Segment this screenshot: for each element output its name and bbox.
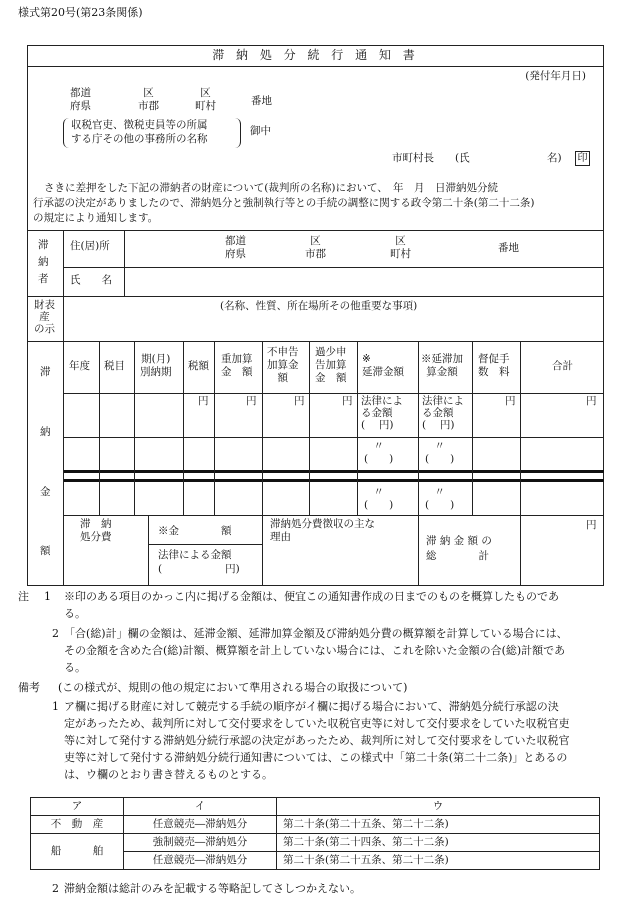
ditto-enka-1: 〃 ( ) bbox=[425, 440, 455, 465]
body-line1: さきに差押をした下記の滞納者の財産について(裁判所の名称)において、 年 月 日滞納処分続 bbox=[44, 182, 499, 194]
table-header-row bbox=[31, 798, 600, 816]
biko1-line4: 吏等に対して発付する滞納処分続行通知書については、この様式中「第二十条(第二十二条)」とあるの bbox=[64, 751, 568, 764]
col-kasho: 過少申 告加算 金 額 bbox=[315, 346, 347, 385]
onchu: 御中 bbox=[250, 125, 271, 137]
yen-zeigaku: 円 bbox=[198, 395, 209, 407]
col-kinoki: 期(月) 別納期 bbox=[140, 353, 172, 379]
amount-label-4: 額 bbox=[40, 545, 51, 557]
table-head-u: ウ bbox=[277, 798, 600, 816]
table-head-i: イ bbox=[124, 798, 277, 816]
shobunhi-label: 滞 納 処分費 bbox=[80, 518, 112, 544]
kome-kingaku: ※金 額 bbox=[158, 525, 232, 537]
col-gokei: 合計 bbox=[552, 360, 573, 372]
body-line3: の規定により通知します。 bbox=[33, 212, 159, 224]
table-head-a: ア bbox=[31, 798, 124, 816]
col-zeigaku: 税額 bbox=[188, 360, 209, 372]
biko2-text: 滞納金額は総計のみを記載する等略記してさしつかえない。 bbox=[64, 882, 361, 895]
note2-line1: 「合(総)計」欄の金額は、延滞金額、延滞加算金額及び滞納処分費の概算額を計算している場合には、 bbox=[64, 627, 568, 640]
note2-line2: その金額を含めた合(総)計額、概算額を計上していない場合には、これを除いた金額の合(総)計額であ bbox=[64, 644, 566, 657]
seal-stamp: 印 bbox=[575, 151, 590, 166]
note2-number: 2 bbox=[52, 627, 59, 640]
property-label: 財表 産 の示 bbox=[34, 299, 55, 335]
table-cell: 船 舶 bbox=[31, 834, 124, 870]
yen-juka: 円 bbox=[246, 395, 257, 407]
ditto-entai-2: 〃 ( ) bbox=[364, 486, 394, 511]
amount-label-1: 滞 bbox=[40, 366, 51, 378]
ditto-enka-2: 〃 ( ) bbox=[425, 486, 455, 511]
table-cell: 任意競売―滞納処分 bbox=[124, 816, 277, 834]
biko1-line5: は、ウ欄のとおり書き替えるものとする。 bbox=[64, 768, 273, 781]
table-cell: 第二十条(第二十四条、第二十二条) bbox=[277, 834, 600, 852]
note-chu: 注 bbox=[18, 590, 29, 603]
addr-banchi: 番地 bbox=[251, 95, 272, 107]
enka-houritsu: 法律によ る金額 ( 円) bbox=[422, 395, 464, 431]
sender-name-close: 名) bbox=[547, 152, 562, 164]
table-cell: 第二十条(第二十五条、第二十二条) bbox=[277, 852, 600, 870]
yen-kasho: 円 bbox=[342, 395, 353, 407]
delinquent-label: 滞 納 者 bbox=[38, 239, 49, 285]
biko-heading: (この様式が、規則の他の規定において準用される場合の取扱について) bbox=[58, 681, 408, 694]
entai-houritsu: 法律によ る金額 ( 円) bbox=[361, 395, 403, 431]
amount-label-3: 金 bbox=[40, 486, 51, 498]
houritsu-kingaku-yen: ( 円) bbox=[158, 563, 240, 575]
addressee-line2: する庁その他の事務所の名称 bbox=[71, 133, 208, 145]
biko1-number: 1 bbox=[52, 700, 59, 713]
table-row bbox=[31, 834, 600, 852]
property-note: (名称、性質、所在場所その他重要な事項) bbox=[220, 300, 418, 312]
col-juka: 重加算 金 額 bbox=[221, 353, 253, 379]
yen-gokei: 円 bbox=[586, 395, 597, 407]
document-title: 滞 納 処 分 続 行 通 知 書 bbox=[27, 45, 604, 67]
addr-prefecture: 都道 府県 bbox=[70, 87, 91, 113]
table-cell: 強制競売―滞納処分 bbox=[124, 834, 277, 852]
col-mushin: 不申告 加算金 額 bbox=[267, 346, 299, 385]
biko1-line2: 定があったため、裁判所に対して交付要求をしていた収税官吏等に対して交付要求をしていた収税官吏 bbox=[64, 717, 570, 730]
note1-number: 1 bbox=[44, 590, 51, 603]
biko-label: 備考 bbox=[18, 681, 40, 694]
col-zeimoku: 税目 bbox=[104, 360, 125, 372]
table-cell: 不 動 産 bbox=[31, 816, 124, 834]
shobunhi-reason: 滞納処分費徴収の主な 理由 bbox=[270, 518, 375, 543]
note2-line3: る。 bbox=[64, 661, 86, 674]
biko1-line3: 等に対して発付する滞納処分続行承認の決定があったため、裁判所に対して交付要求をしていた収税官 bbox=[64, 734, 570, 747]
total-label: 滞 納 金 額 の 総 計 bbox=[426, 535, 492, 562]
yen-tokusoku: 円 bbox=[505, 395, 516, 407]
col-enka: ※延滞加 算金額 bbox=[421, 353, 463, 379]
col-entai: ※ 延滞金額 bbox=[362, 353, 404, 378]
addr2-prefecture: 都道 府県 bbox=[225, 235, 246, 261]
replacement-table bbox=[30, 797, 600, 870]
note1-line1: ※印のある項目のかっこ内に掲げる金額は、便宜この通知書作成の日までのものを概算したものであ bbox=[64, 590, 559, 603]
sender-name-open: (氏 bbox=[455, 152, 470, 164]
amount-label-2: 納 bbox=[40, 426, 51, 438]
biko1-line1: ア欄に掲げる財産に対して競売する手続の順序がイ欄に掲げる場合において、滞納処分続行承認の決 bbox=[64, 700, 559, 713]
col-tokusoku: 督促手 数 料 bbox=[478, 353, 510, 379]
addr2-banchi: 番地 bbox=[498, 242, 519, 254]
address-label: 住(居)所 bbox=[70, 240, 110, 252]
body-line2: 行承認の決定がありましたので、滞納処分と強制執行等との手続の調整に関する政令第二十条(第二十二条) bbox=[33, 197, 535, 209]
name-label: 氏 名 bbox=[70, 274, 112, 286]
col-nendo: 年度 bbox=[69, 360, 90, 372]
issue-date-note: (発付年月日) bbox=[525, 70, 586, 82]
addr2-city: 区 市郡 bbox=[305, 235, 326, 261]
houritsu-kingaku: 法律による金額 bbox=[158, 549, 232, 561]
addr-town: 区 町村 bbox=[195, 87, 216, 113]
ditto-entai-1: 〃 ( ) bbox=[364, 440, 394, 465]
table-cell: 任意競売―滞納処分 bbox=[124, 852, 277, 870]
total-yen: 円 bbox=[586, 519, 597, 531]
addr-city: 区 市郡 bbox=[138, 87, 159, 113]
note1-line2: る。 bbox=[64, 607, 86, 620]
addressee-line1: 収税官吏、徴税吏員等の所属 bbox=[71, 119, 208, 131]
form-number: 様式第20号(第23条関係) bbox=[18, 6, 143, 19]
biko2-number: 2 bbox=[52, 882, 59, 895]
table-cell: 第二十条(第二十五条、第二十二条) bbox=[277, 816, 600, 834]
table-row bbox=[31, 816, 600, 834]
sender-title: 市町村長 bbox=[392, 152, 434, 164]
yen-mushin: 円 bbox=[294, 395, 305, 407]
addr2-town: 区 町村 bbox=[390, 235, 411, 261]
